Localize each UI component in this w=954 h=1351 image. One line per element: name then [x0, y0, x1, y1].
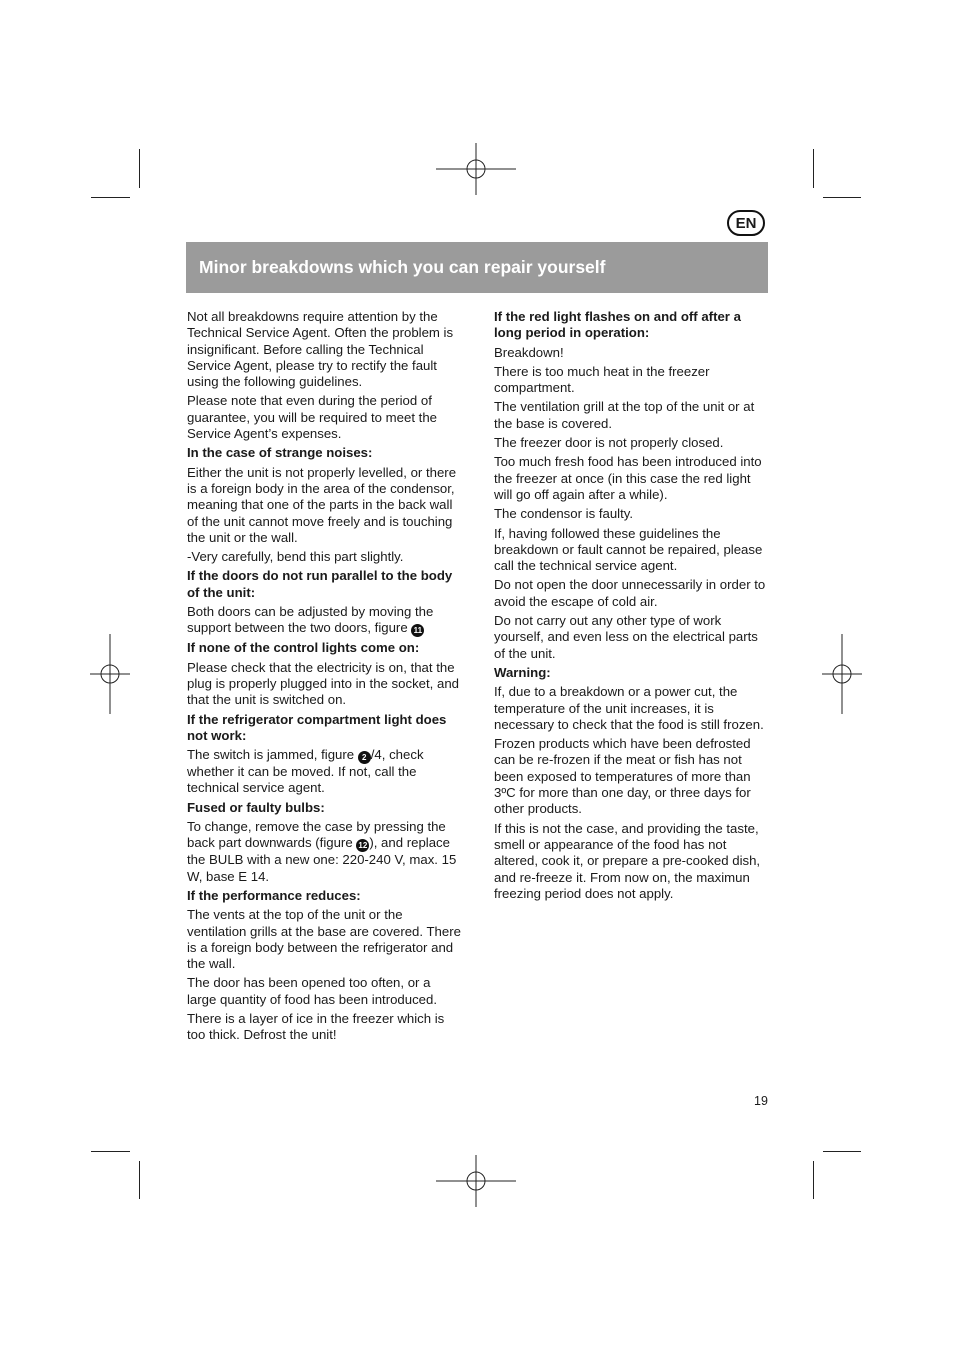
left-column [187, 309, 461, 1047]
page-title: Minor breakdowns which you can repair yourself [199, 257, 606, 277]
crop-mark [813, 1161, 814, 1199]
intro-paragraph: Not all breakdowns require attention by the Technical Service Agent. Often the problem is insignificant. Before calling the Technical Service Agent, please try to rectify the fault using the following guidelines. [187, 309, 454, 390]
red-light-text: Breakdown! [494, 344, 564, 360]
warning-heading: Warning: [494, 664, 551, 680]
noises-text: Either the unit is not properly levelled, or there is a foreign body in the area of the condensor, meaning that one of the parts in the back wall of the unit cannot move freely and is touching the unit or the wall. [187, 464, 457, 545]
red-light-text: There is too much heat in the freezer compartment. [494, 363, 710, 396]
crop-mark [139, 1161, 140, 1199]
fridge-light-text-post: /4, check whether it can be moved. If not, call the technical service agent. [187, 747, 424, 796]
red-light-text: Do not open the door unnecessarily in order to avoid the escape of cold air. [494, 577, 766, 609]
registration-mark-right [802, 634, 882, 714]
performance-text: The vents at the top of the unit or the ventilation grills at the base are covered. There is a foreign body between the refrigerator and the wall. [187, 907, 461, 972]
bulbs-text-pre: To change, remove the case by pressing the back part downwards (figure [187, 819, 446, 851]
bulbs-heading: Fused or faulty bulbs: [187, 799, 325, 815]
page-number: 19 [754, 1094, 768, 1108]
lights-text: Please check that the electricity is on, that the plug is properly plugged into in the socket, and that the unit is switched on. [187, 659, 459, 708]
crop-mark [823, 1151, 861, 1152]
noises-action: -Very carefully, bend this part slightly. [187, 549, 404, 565]
right-column [494, 309, 768, 905]
warning-text: If this is not the case, and providing the taste, smell or appearance of the food has not altered, cook it, or prepare a pre-cooked dish, and re-freeze it. From now on, the maximun freezing period does not apply. [494, 820, 761, 901]
fridge-light-text-pre: The switch is jammed, figure [187, 747, 358, 763]
warning-text: Frozen products which have been defrosted can be re-frozen if the meat or fish has not been exposed to temperatures of more than 3ºC for more than one day, or three days for other products. [494, 736, 751, 817]
red-light-text: If, having followed these guidelines the breakdown or fault cannot be repaired, please call the technical service agent. [494, 525, 763, 574]
red-light-text: Too much fresh food has been introduced into the freezer at once (in this case the red light will go off again after a while). [494, 454, 762, 502]
performance-text: The door has been opened too often, or a large quantity of food has been introduced. [187, 975, 438, 1007]
warning-text: If, due to a breakdown or a power cut, the temperature of the unit increases, it is necessary to check that the food is still frozen. [494, 684, 764, 732]
doors-text-body: Both doors can be adjusted by moving the support between the two doors, figure [187, 604, 434, 636]
language-badge: EN [727, 210, 765, 236]
fridge-light-heading: If the refrigerator compartment light does not work: [187, 711, 447, 743]
doors-heading: If the doors do not run parallel to the body of the unit: [187, 568, 453, 600]
fridge-light-text [187, 747, 461, 797]
bulbs-text-post: ), and replace the BULB with a new one: 220-240 V, max. 15 W, base E 14. [187, 835, 457, 884]
figure-number-icon: 2 [358, 751, 371, 764]
section-header [186, 242, 768, 293]
performance-text: There is a layer of ice in the freezer which is too thick. Defrost the unit! [187, 1010, 445, 1043]
crop-mark [91, 1151, 130, 1152]
doors-text [187, 604, 461, 637]
red-light-heading: If the red light flashes on and off after a long period in operation: [494, 309, 741, 341]
figure-number-icon: 11 [411, 624, 424, 637]
crop-mark [823, 197, 861, 198]
red-light-text: Do not carry out any other type of work yourself, and even less on the electrical parts of the unit. [494, 613, 758, 661]
registration-mark-top [436, 129, 516, 209]
lights-heading: If none of the control lights come on: [187, 640, 420, 656]
guarantee-note: Please note that even during the period of guarantee, you will be required to meet the Service Agent’s expenses. [187, 393, 437, 442]
red-light-text: The freezer door is not properly closed. [494, 435, 724, 451]
performance-heading: If the performance reduces: [187, 887, 361, 903]
crop-mark [139, 149, 140, 188]
crop-mark [813, 149, 814, 188]
registration-mark-bottom [436, 1141, 516, 1221]
red-light-text: The condensor is faulty. [494, 506, 634, 522]
crop-mark [91, 197, 130, 198]
figure-number-icon: 12 [356, 839, 369, 852]
registration-mark-left [70, 634, 150, 714]
noises-heading: In the case of strange noises: [187, 445, 373, 461]
red-light-text: The ventilation grill at the top of the unit or at the base is covered. [494, 399, 755, 431]
bulbs-text [187, 819, 461, 885]
